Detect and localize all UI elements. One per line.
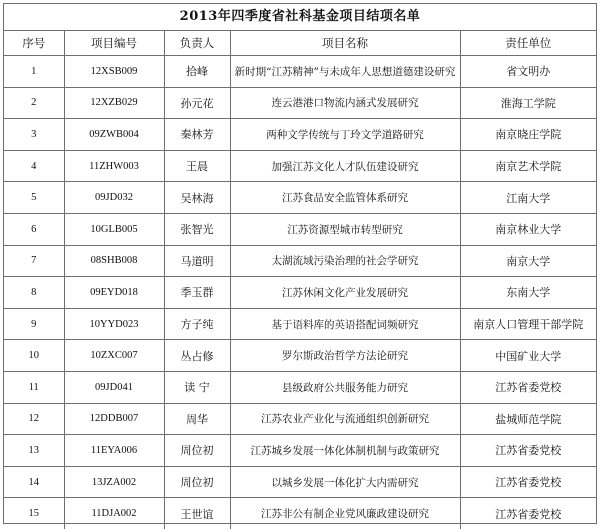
table-row — [4, 498, 596, 529]
cell-name: 太湖流域污染治理的社会学研究 — [230, 245, 460, 277]
cell-name: 罗尔斯政治哲学方法论研究 — [230, 340, 460, 372]
cell-name: 新时期“江苏精神”与未成年人思想道德建设研究 — [230, 56, 460, 88]
cell-code: 12XZB029 — [64, 87, 164, 119]
cell-unit: 省文明办 — [460, 56, 596, 88]
table-row — [4, 371, 596, 403]
cell-name: 江苏非公有制企业党风廉政建设研究 — [230, 498, 460, 529]
results-document — [3, 3, 597, 524]
table-row — [4, 466, 596, 498]
cell-unit: 江苏省委党校 — [460, 371, 596, 403]
cell-no: 11 — [4, 371, 64, 403]
cell-no: 6 — [4, 213, 64, 245]
cell-no: 9 — [4, 308, 64, 340]
cell-code: 09ZWB004 — [64, 119, 164, 151]
table-row — [4, 435, 596, 467]
cell-code: 11DJA002 — [64, 498, 164, 529]
column-header-unit: 责任单位 — [460, 31, 596, 56]
cell-name: 基于语料库的英语搭配词频研究 — [230, 308, 460, 340]
cell-leader: 王世谊 — [164, 498, 230, 529]
cell-leader: 拾峰 — [164, 56, 230, 88]
cell-name: 江苏食品安全监管体系研究 — [230, 182, 460, 214]
table-row — [4, 403, 596, 435]
cell-name: 江苏休闲文化产业发展研究 — [230, 277, 460, 309]
cell-name: 江苏农业产业化与流通组织创新研究 — [230, 403, 460, 435]
cell-code: 11EYA006 — [64, 435, 164, 467]
table-row — [4, 308, 596, 340]
cell-unit: 南京晓庄学院 — [460, 119, 596, 151]
table-row — [4, 119, 596, 151]
project-table — [4, 31, 596, 529]
cell-leader: 张智光 — [164, 213, 230, 245]
cell-no: 10 — [4, 340, 64, 372]
cell-unit: 盐城师范学院 — [460, 403, 596, 435]
cell-name: 加强江苏文化人才队伍建设研究 — [230, 150, 460, 182]
cell-unit: 中国矿业大学 — [460, 340, 596, 372]
cell-no: 13 — [4, 435, 64, 467]
cell-leader: 周位初 — [164, 435, 230, 467]
cell-name: 连云港港口物流内涵式发展研究 — [230, 87, 460, 119]
cell-leader: 王晨 — [164, 150, 230, 182]
column-header-no: 序号 — [4, 31, 64, 56]
cell-unit: 江南大学 — [460, 182, 596, 214]
column-header-leader: 负责人 — [164, 31, 230, 56]
column-header-code: 项目编号 — [64, 31, 164, 56]
table-header-row — [4, 31, 596, 56]
cell-code: 08SHB008 — [64, 245, 164, 277]
cell-name: 两种文学传统与丁玲文学道路研究 — [230, 119, 460, 151]
cell-name: 县级政府公共服务能力研究 — [230, 371, 460, 403]
cell-code: 12DDB007 — [64, 403, 164, 435]
cell-leader: 秦林芳 — [164, 119, 230, 151]
cell-code: 10ZXC007 — [64, 340, 164, 372]
cell-code: 10GLB005 — [64, 213, 164, 245]
table-row — [4, 245, 596, 277]
column-header-name: 项目名称 — [230, 31, 460, 56]
cell-name: 江苏城乡发展一体化体制机制与政策研究 — [230, 435, 460, 467]
cell-no: 4 — [4, 150, 64, 182]
cell-no: 8 — [4, 277, 64, 309]
table-row — [4, 213, 596, 245]
cell-leader: 吴林海 — [164, 182, 230, 214]
cell-name: 以城乡发展一体化扩大内需研究 — [230, 466, 460, 498]
cell-no: 12 — [4, 403, 64, 435]
cell-unit: 江苏省委党校 — [460, 435, 596, 467]
table-row — [4, 277, 596, 309]
table-row — [4, 340, 596, 372]
cell-name: 江苏资源型城市转型研究 — [230, 213, 460, 245]
cell-unit: 南京大学 — [460, 245, 596, 277]
cell-leader: 方子纯 — [164, 308, 230, 340]
cell-code: 09JD041 — [64, 371, 164, 403]
cell-no: 14 — [4, 466, 64, 498]
cell-no: 2 — [4, 87, 64, 119]
cell-no: 3 — [4, 119, 64, 151]
cell-unit: 东南大学 — [460, 277, 596, 309]
table-row — [4, 56, 596, 88]
cell-leader: 丛占修 — [164, 340, 230, 372]
cell-unit: 江苏省委党校 — [460, 466, 596, 498]
table-row — [4, 87, 596, 119]
table-row — [4, 182, 596, 214]
table-body — [4, 56, 596, 529]
cell-leader: 马道明 — [164, 245, 230, 277]
cell-leader: 周位初 — [164, 466, 230, 498]
cell-code: 12XSB009 — [64, 56, 164, 88]
cell-code: 09JD032 — [64, 182, 164, 214]
cell-code: 11ZHW003 — [64, 150, 164, 182]
cell-code: 10YYD023 — [64, 308, 164, 340]
cell-leader: 季玉群 — [164, 277, 230, 309]
cell-no: 7 — [4, 245, 64, 277]
cell-no: 5 — [4, 182, 64, 214]
cell-unit: 南京人口管理干部学院 — [460, 308, 596, 340]
cell-unit: 江苏省委党校 — [460, 498, 596, 529]
cell-no: 1 — [4, 56, 64, 88]
cell-unit: 南京艺术学院 — [460, 150, 596, 182]
cell-code: 09EYD018 — [64, 277, 164, 309]
cell-code: 13JZA002 — [64, 466, 164, 498]
cell-no: 15 — [4, 498, 64, 529]
cell-leader: 读 宁 — [164, 371, 230, 403]
table-row — [4, 150, 596, 182]
cell-leader: 孙元花 — [164, 87, 230, 119]
cell-unit: 淮海工学院 — [460, 87, 596, 119]
cell-leader: 周华 — [164, 403, 230, 435]
document-title: 2013年四季度省社科基金项目结项名单 — [4, 4, 596, 31]
cell-unit: 南京林业大学 — [460, 213, 596, 245]
